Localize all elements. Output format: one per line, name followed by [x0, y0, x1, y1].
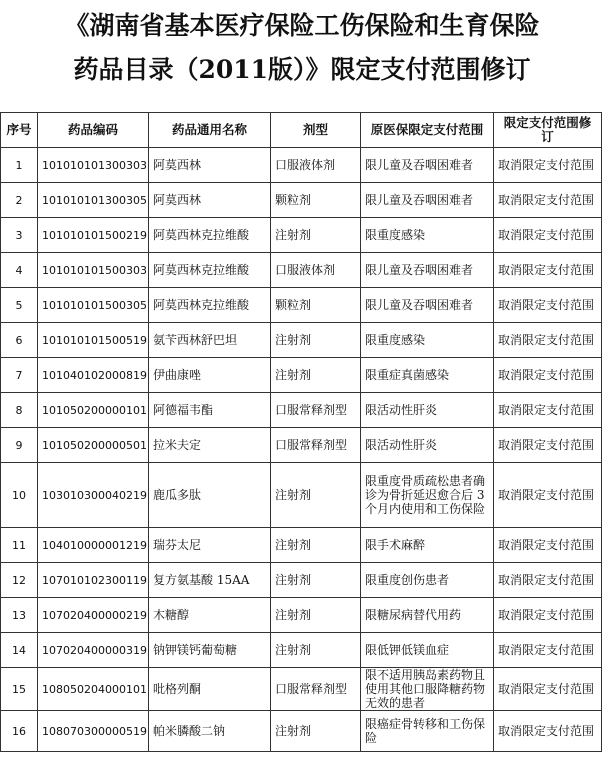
serial-number-cell: 6	[1, 323, 38, 358]
original-scope-cell: 限重度感染	[361, 218, 494, 253]
drug-name-cell: 拉米夫定	[149, 428, 271, 463]
revised-scope-cell: 取消限定支付范围	[494, 218, 602, 253]
original-scope-cell: 限不适用胰岛素药物且使用其他口服降糖药物无效的患者	[361, 668, 494, 711]
table-row	[1, 598, 602, 633]
drug-name-cell: 阿莫西林克拉维酸	[149, 218, 271, 253]
dosage-form-cell: 颗粒剂	[271, 288, 361, 323]
revised-scope-cell: 取消限定支付范围	[494, 528, 602, 563]
serial-number-cell: 1	[1, 148, 38, 183]
drug-code-cell: 108070300000519	[38, 711, 149, 752]
document-title-line-1: 《湖南省基本医疗保险工伤保险和生育保险	[64, 11, 540, 40]
table-row	[1, 183, 602, 218]
dosage-form-cell: 注射剂	[271, 528, 361, 563]
dosage-form-cell: 注射剂	[271, 711, 361, 752]
revised-scope-cell: 取消限定支付范围	[494, 711, 602, 752]
header-drug-code: 药品编码	[38, 113, 149, 148]
revised-scope-cell: 取消限定支付范围	[494, 598, 602, 633]
original-scope-cell: 限糖尿病替代用药	[361, 598, 494, 633]
header-drug-generic-name: 药品通用名称	[149, 113, 271, 148]
original-scope-cell: 限重度创伤患者	[361, 563, 494, 598]
drug-name-cell: 阿莫西林克拉维酸	[149, 288, 271, 323]
drug-name-cell: 阿德福韦酯	[149, 393, 271, 428]
serial-number-cell: 11	[1, 528, 38, 563]
drug-code-cell: 101050200000101	[38, 393, 149, 428]
drug-name-cell: 鹿瓜多肽	[149, 463, 271, 528]
revised-scope-cell: 取消限定支付范围	[494, 323, 602, 358]
serial-number-cell: 10	[1, 463, 38, 528]
drug-name-cell: 氨苄西林舒巴坦	[149, 323, 271, 358]
revised-scope-cell: 取消限定支付范围	[494, 393, 602, 428]
dosage-form-cell: 口服常释剂型	[271, 428, 361, 463]
drug-name-cell: 阿莫西林	[149, 183, 271, 218]
drug-code-cell: 101010101500219	[38, 218, 149, 253]
drug-catalog-table	[0, 112, 602, 752]
table-row	[1, 253, 602, 288]
document-title-line-2: 药品目录（2011版）》限定支付范围修订	[73, 55, 531, 84]
table-row	[1, 563, 602, 598]
revised-scope-cell: 取消限定支付范围	[494, 358, 602, 393]
drug-code-cell: 101010101300305	[38, 183, 149, 218]
drug-name-cell: 吡格列酮	[149, 668, 271, 711]
serial-number-cell: 12	[1, 563, 38, 598]
drug-name-cell: 伊曲康唑	[149, 358, 271, 393]
original-scope-cell: 限重度感染	[361, 323, 494, 358]
serial-number-cell: 9	[1, 428, 38, 463]
drug-code-cell: 101010101300303	[38, 148, 149, 183]
original-scope-cell: 限重症真菌感染	[361, 358, 494, 393]
serial-number-cell: 3	[1, 218, 38, 253]
drug-code-cell: 107020400000219	[38, 598, 149, 633]
dosage-form-cell: 口服常释剂型	[271, 668, 361, 711]
revised-scope-cell: 取消限定支付范围	[494, 563, 602, 598]
drug-code-cell: 101050200000501	[38, 428, 149, 463]
original-scope-cell: 限儿童及吞咽困难者	[361, 288, 494, 323]
drug-name-cell: 木糖醇	[149, 598, 271, 633]
drug-code-cell: 101010101500519	[38, 323, 149, 358]
drug-code-cell: 103010300040219	[38, 463, 149, 528]
table-row	[1, 463, 602, 528]
original-scope-cell: 限手术麻醉	[361, 528, 494, 563]
original-scope-cell: 限活动性肝炎	[361, 428, 494, 463]
dosage-form-cell: 注射剂	[271, 563, 361, 598]
drug-name-cell: 瑞芬太尼	[149, 528, 271, 563]
serial-number-cell: 4	[1, 253, 38, 288]
table-row	[1, 288, 602, 323]
revised-scope-cell: 取消限定支付范围	[494, 288, 602, 323]
revised-scope-cell: 取消限定支付范围	[494, 633, 602, 668]
serial-number-cell: 15	[1, 668, 38, 711]
table-row	[1, 528, 602, 563]
serial-number-cell: 7	[1, 358, 38, 393]
drug-code-cell: 101010101500305	[38, 288, 149, 323]
drug-code-cell: 101040102000819	[38, 358, 149, 393]
drug-code-cell: 101010101500303	[38, 253, 149, 288]
header-revised-payment-scope: 限定支付范围修订	[494, 113, 602, 148]
dosage-form-cell: 注射剂	[271, 218, 361, 253]
drug-code-cell: 108050204000101	[38, 668, 149, 711]
dosage-form-cell: 颗粒剂	[271, 183, 361, 218]
table-row	[1, 633, 602, 668]
table-row	[1, 323, 602, 358]
table-row	[1, 428, 602, 463]
drug-name-cell: 帕米膦酸二钠	[149, 711, 271, 752]
dosage-form-cell: 注射剂	[271, 633, 361, 668]
revised-scope-cell: 取消限定支付范围	[494, 148, 602, 183]
original-scope-cell: 限儿童及吞咽困难者	[361, 148, 494, 183]
serial-number-cell: 13	[1, 598, 38, 633]
original-scope-cell: 限活动性肝炎	[361, 393, 494, 428]
dosage-form-cell: 口服常释剂型	[271, 393, 361, 428]
header-original-payment-scope: 原医保限定支付范围	[361, 113, 494, 148]
drug-code-cell: 107010102300119	[38, 563, 149, 598]
serial-number-cell: 8	[1, 393, 38, 428]
drug-name-cell: 阿莫西林	[149, 148, 271, 183]
drug-name-cell: 钠钾镁钙葡萄糖	[149, 633, 271, 668]
revised-scope-cell: 取消限定支付范围	[494, 183, 602, 218]
dosage-form-cell: 口服液体剂	[271, 253, 361, 288]
original-scope-cell: 限重度骨质疏松患者确诊为骨折延迟愈合后 3 个月内使用和工伤保险	[361, 463, 494, 528]
drug-name-cell: 复方氨基酸 15AA	[149, 563, 271, 598]
table-row	[1, 711, 602, 752]
dosage-form-cell: 注射剂	[271, 323, 361, 358]
original-scope-cell: 限低钾低镁血症	[361, 633, 494, 668]
header-dosage-form: 剂型	[271, 113, 361, 148]
drug-code-cell: 104010000001219	[38, 528, 149, 563]
drug-name-cell: 阿莫西林克拉维酸	[149, 253, 271, 288]
table-row	[1, 393, 602, 428]
table-row	[1, 148, 602, 183]
table-row	[1, 668, 602, 711]
revised-scope-cell: 取消限定支付范围	[494, 253, 602, 288]
revised-scope-cell: 取消限定支付范围	[494, 463, 602, 528]
original-scope-cell: 限儿童及吞咽困难者	[361, 183, 494, 218]
original-scope-cell: 限儿童及吞咽困难者	[361, 253, 494, 288]
table-row	[1, 358, 602, 393]
serial-number-cell: 2	[1, 183, 38, 218]
revised-scope-cell: 取消限定支付范围	[494, 428, 602, 463]
original-scope-cell: 限癌症骨转移和工伤保险	[361, 711, 494, 752]
dosage-form-cell: 注射剂	[271, 463, 361, 528]
dosage-form-cell: 注射剂	[271, 598, 361, 633]
table-row	[1, 218, 602, 253]
header-serial-number: 序号	[1, 113, 38, 148]
dosage-form-cell: 注射剂	[271, 358, 361, 393]
table-header-row	[1, 113, 602, 148]
serial-number-cell: 14	[1, 633, 38, 668]
serial-number-cell: 5	[1, 288, 38, 323]
revised-scope-cell: 取消限定支付范围	[494, 668, 602, 711]
drug-code-cell: 107020400000319	[38, 633, 149, 668]
dosage-form-cell: 口服液体剂	[271, 148, 361, 183]
serial-number-cell: 16	[1, 711, 38, 752]
